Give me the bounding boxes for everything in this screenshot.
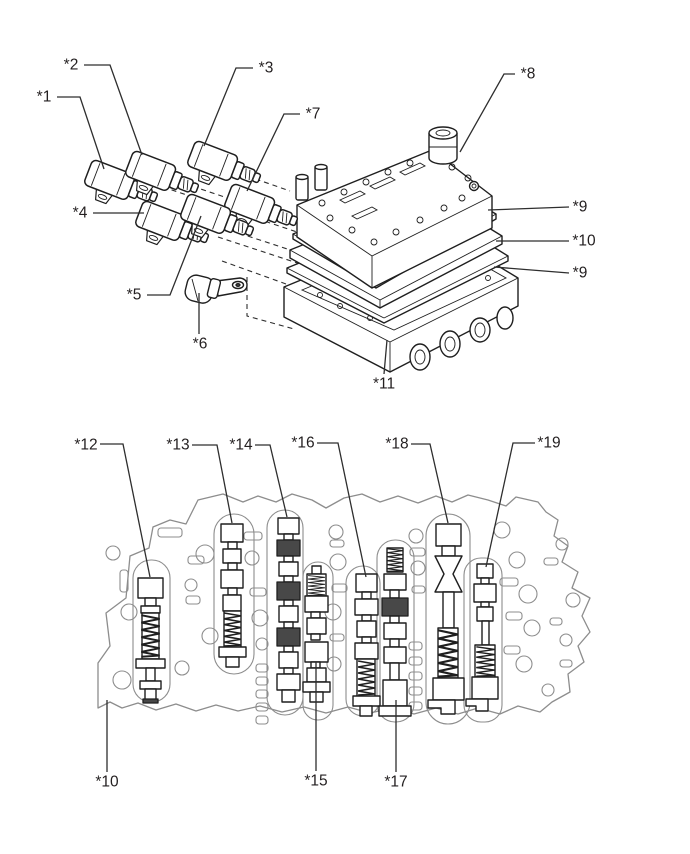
solenoid-6-drawing — [183, 273, 247, 305]
callout-label-7: *7 — [305, 105, 321, 123]
callout-label-10-lower: *10 — [95, 773, 119, 791]
callout-label-14: *14 — [229, 436, 253, 454]
callout-label-18: *18 — [385, 435, 409, 453]
callout-label-16: *16 — [291, 434, 315, 452]
callout-label-17: *17 — [384, 773, 408, 791]
valve-body-outline — [98, 494, 590, 714]
valve-14-drawing — [277, 518, 300, 702]
callout-label-11: *11 — [372, 375, 396, 393]
exploded-view — [37, 57, 596, 393]
callout-leader-8 — [460, 74, 515, 152]
callout-label-8: *8 — [520, 65, 536, 83]
cross-section-view — [74, 435, 590, 791]
callout-label-9a: *9 — [572, 198, 588, 216]
callout-label-10-upper: *10 — [572, 232, 596, 250]
callout-label-12: *12 — [74, 436, 98, 454]
solenoid-7-drawing — [220, 183, 301, 244]
callout-label-13: *13 — [166, 436, 190, 454]
callout-label-1: *1 — [36, 88, 52, 106]
callout-label-4: *4 — [72, 204, 88, 222]
callout-leader-9a — [488, 207, 569, 210]
callout-label-15: *15 — [304, 772, 328, 790]
callout-leader-1 — [57, 97, 104, 169]
callout-label-3: *3 — [258, 59, 274, 77]
callout-label-6: *6 — [192, 335, 208, 353]
callout-leader-2 — [84, 65, 142, 155]
accumulator — [429, 127, 457, 164]
callout-label-9b: *9 — [572, 264, 588, 282]
callout-label-2: *2 — [63, 56, 79, 74]
callout-label-19: *19 — [537, 434, 561, 452]
callout-leader-3 — [204, 68, 253, 146]
callout-label-5: *5 — [126, 286, 142, 304]
